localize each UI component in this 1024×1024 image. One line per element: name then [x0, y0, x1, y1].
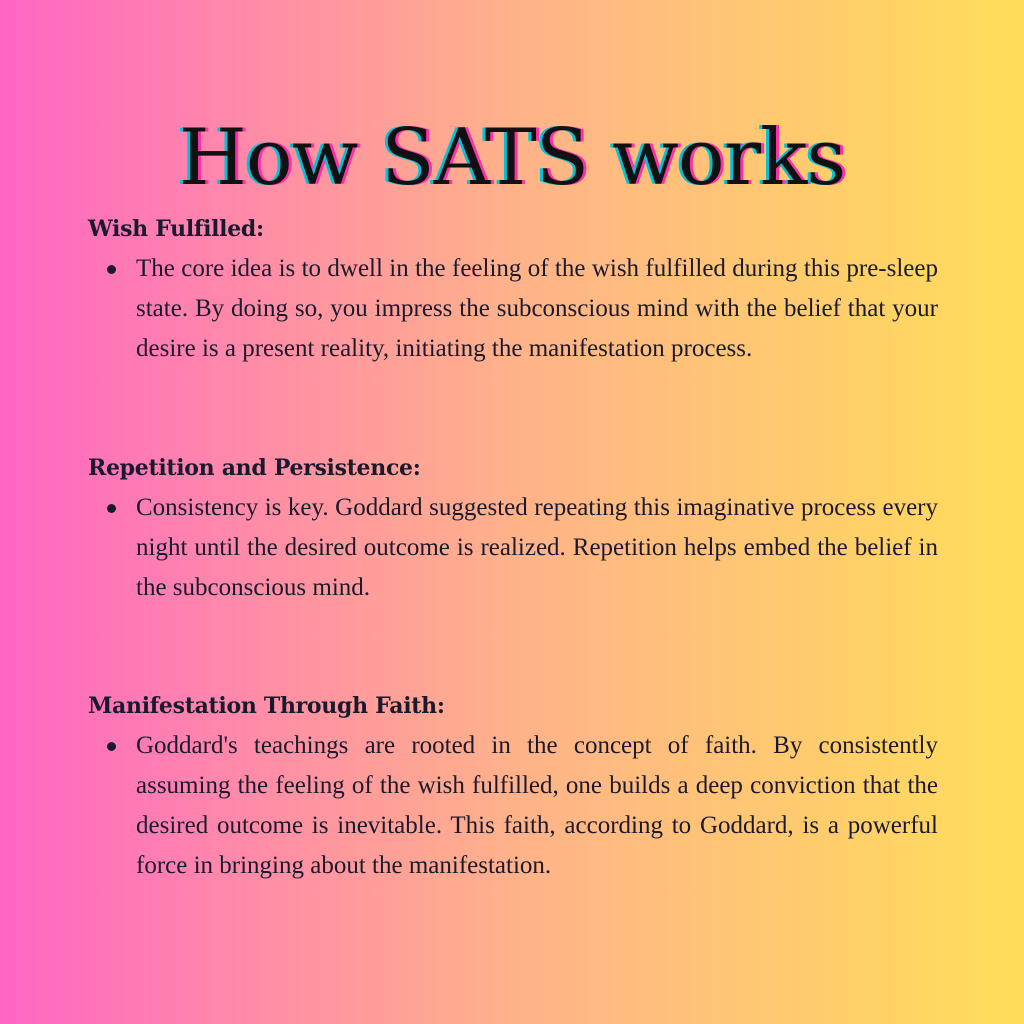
list-item-text: The core idea is to dwell in the feeling of the wish fulfilled during this pre-sleep state. By doing so, you impress the subconscious mind with the belief that your desire is a present reality, initiating the manifestation process.: [136, 255, 938, 362]
list-item: [136, 726, 938, 886]
section-heading: Repetition and Persistence:: [88, 455, 421, 481]
section-wish-fulfilled: [88, 213, 938, 369]
bullet-dot-icon: [107, 504, 116, 513]
section-manifestation-through-faith: [88, 690, 938, 886]
bullet-list: [88, 726, 938, 886]
page-title: How SATS works: [178, 113, 846, 203]
list-item: [136, 249, 938, 369]
section-heading: Manifestation Through Faith:: [88, 693, 445, 719]
list-item: [136, 488, 938, 608]
section-repetition-persistence: [88, 452, 938, 608]
list-item-text: Goddard's teachings are rooted in the concept of faith. By consistently assuming the feeling of the wish fulfilled, one builds a deep conviction that the desired outcome is inevitable. This faith, according to Goddard, is a powerful force in bringing about the manifestation.: [136, 732, 938, 879]
list-item-text: Consistency is key. Goddard suggested repeating this imaginative process every night until the desired outcome is realized. Repetition helps embed the belief in the subconscious mind.: [136, 494, 938, 601]
section-heading: Wish Fulfilled:: [88, 216, 264, 242]
bullet-dot-icon: [107, 265, 116, 274]
bullet-list: [88, 488, 938, 608]
bullet-list: [88, 249, 938, 369]
bullet-dot-icon: [107, 742, 116, 751]
